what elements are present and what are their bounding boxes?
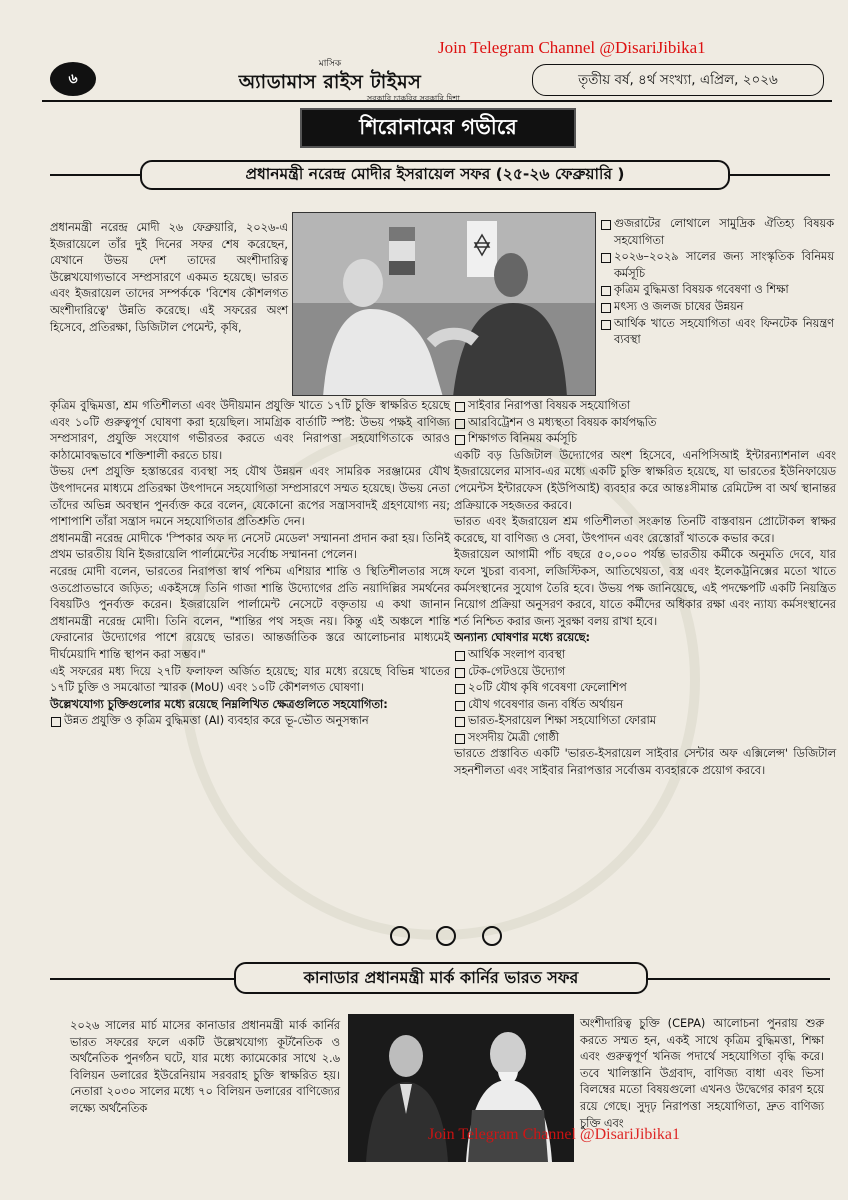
announcement-item: ভারত-ইসরায়েল শিক্ষা সহযোগিতা ফোরাম [454, 713, 836, 730]
article1-left-column [50, 398, 450, 730]
masthead [200, 56, 460, 106]
article1-right-column [454, 398, 836, 780]
issue-info: তৃতীয় বর্ষ, ৪র্থ সংখ্যা, এপ্রিল, ২০২৬ [532, 64, 824, 96]
article1-para1-cont: কৃত্রিম বুদ্ধিমত্তা, শ্রম গতিশীলতা এবং উদীয়মান প্রযুক্তি খাতে ১৭টি চুক্তি স্বাক্ষরিত হয়েছে এবং ১০টি গুরুত্বপূর্ণ ঘোষণা করা হয়েছিল। সামগ্রিক বার্তাটি স্পষ্ট: উভয় পক্ষই বাণিজ্য সম্প্রসারণ, প্রযুক্তি সংযোগ গভীরতর করতে এবং নিরাপত্তা সহযোগিতাকে আরও কাঠামোবদ্ধভাবে শক্তিশালী করতে চায়। [50, 399, 450, 462]
labour-protocol-para: ভারত এবং ইজরায়েল শ্রম গতিশীলতা সংক্রান্ত তিনটি বাস্তবায়ন প্রোটোকল স্বাক্ষর করেছে, যা বাণিজ্য ও সেবা, উৎপাদন এবং রেস্তোরাঁ খাতকে কভার করে। [454, 515, 836, 545]
section-title: শিরোনামের গভীরে [300, 108, 576, 148]
separator-circle-icon [436, 926, 456, 946]
announcement-item: সংসদীয় মৈত্রী গোষ্ঠী [454, 730, 836, 747]
separator-circle-icon [482, 926, 502, 946]
telegram-watermark-bottom: Join Telegram Channel @DisariJibika1 [428, 1126, 680, 1143]
page-number: ৬ [50, 62, 96, 96]
section-separator [390, 926, 502, 946]
agreements-heading: উল্লেখযোগ্য চুক্তিগুলোর মধ্যে রয়েছে নিম্নলিখিত ক্ষেত্রগুলিতে সহযোগিতা: [50, 697, 388, 711]
article1-para5: এই সফরের মধ্য দিয়ে ২৭টি ফলাফল অর্জিত হয়েছে; যার মধ্যে রয়েছে বিভিন্ন খাতের ১৭টি চুক্তি ও সমঝোতা স্মারক (MoU) এবং ১০টি কৌশলগত ঘোষণা। [50, 664, 450, 695]
agreements-list-top [600, 216, 834, 349]
cyber-centre-para: ভারতে প্রস্তাবিত একটি 'ভারত-ইসরায়েল সাইবার সেন্টার অফ এক্সিলেন্স' ডিজিটাল সহনশীলতা এবং সাইবার নিরাপত্তার সর্বোত্তম ব্যবহারকে প্রয়োগ করবে। [454, 747, 836, 778]
article2-right-text: অংশীদারিত্ব চুক্তি (CEPA) আলোচনা পুনরায় শুরু করতে সম্মত হন, একই সাথে কৃত্রিম বুদ্ধিমত্তা, শিক্ষা এবং গুরুত্বপূর্ণ খনিজ পদার্থে সহযোগিতা বৃদ্ধি করে। তবে খালিস্তানি উগ্রবাদ, বাণিজ্য বাধা এবং ভিসা বিলম্বের মতো বিষয়গুলো এখনও উদ্বেগের কারণ হয়ে রয়ে গেছে। সুদৃঢ় নিরাপত্তা সহযোগিতা, দ্রুত বাণিজ্য চুক্তি এবং [580, 1017, 824, 1130]
article1-intro: প্রধানমন্ত্রী নরেন্দ্র মোদী ২৬ ফেব্রুয়ারি, ২০২৬-এ ইজরায়েলে তাঁর দুই দিনের সফর শেষ করেছেন, যেখানে উভয় দেশ তাদের অংশীদারিত্ব উল্লেখযোগ্যভাবে সম্প্রসারণে একমত হয়েছে। ভারত এবং ইজরায়েল তাদের সম্পর্ককে 'বিশেষ কৌশলগত অংশীদারিত্বে' উন্নতি করেছে। এই সফরের অংশ হিসেবে, প্রতিরক্ষা, ডিজিটাল পেমেন্ট, কৃষি, [50, 221, 288, 334]
agreement-item: উন্নত প্রযুক্তি ও কৃত্রিম বুদ্ধিমত্তা (AI) ব্যবহার করে ভূ-ভৌত অনুসন্ধান [50, 713, 450, 730]
header-rule [42, 100, 832, 102]
agreement-item: আরবিট্রেশন ও মধ্যস্থতা বিষয়ক কার্যপদ্ধতি [454, 415, 836, 432]
agreement-item: সাইবার নিরাপত্তা বিষয়ক সহযোগিতা [454, 398, 836, 415]
article2-headline: কানাডার প্রধানমন্ত্রী মার্ক কার্নির ভারত সফর [234, 962, 648, 994]
agreement-item: ২০২৬–২০২৯ সালের জন্য সাংস্কৃতিক বিনিময় কর্মসূচি [600, 249, 834, 282]
article1-para3: প্রধানমন্ত্রী নরেন্দ্র মোদীকে 'স্পিকার অফ দ্য নেসেট মেডেল' সম্মাননা প্রদান করা হয়। তিনিই প্রথম ভারতীয় যিনি ইজরায়েলি পার্লামেন্টের সর্বোচ্চ সম্মাননা পেলেন। [50, 531, 450, 562]
masthead-tagline: সরকারি চাকরির সরকারি দিশা [366, 94, 460, 103]
masthead-title: অ্যাডামাস রাইস টাইমস [238, 71, 422, 93]
announcement-item: আর্থিক সংলাপ ব্যবস্থা [454, 647, 836, 664]
workers-para: ইজরায়েল আগামী পাঁচ বছরে ৫০,০০০ পর্যন্ত ভারতীয় কর্মীকে অনুমতি দেবে, যার ফলে খুচরা ব্যবসা, লজিস্টিকস, আতিথেয়তা, বস্ত্র এবং ইলেকট্রনিক্সের মতো খাতে কর্মসংস্থানের সুযোগ তৈরি হবে। উভয় পক্ষ জানিয়েছে, এই পদক্ষেপটি একটি নিয়ন্ত্রিত নিয়োগ প্রক্রিয়া অনুসরণ করবে, যাতে কর্মীদের অধিকার রক্ষা এবং ন্যায্য কর্মসংস্থানের শর্ত নিশ্চিত করার জন্য সুরক্ষা বলয় রাখা হবে। [454, 548, 836, 628]
separator-circle-icon [390, 926, 410, 946]
modi-netanyahu-photo [292, 212, 596, 396]
agreement-item: শিক্ষাগত বিনিময় কর্মসূচি [454, 431, 836, 448]
other-announcements-heading: অন্যান্য ঘোষণার মধ্যে রয়েছে: [454, 631, 591, 645]
agreement-item: মৎস্য ও জলজ চাষের উন্নয়ন [600, 299, 834, 316]
article1-headline: প্রধানমন্ত্রী নরেন্দ্র মোদীর ইসরায়েল সফর (২৫-২৬ ফেব্রুয়ারি ) [140, 160, 730, 190]
telegram-watermark-top: Join Telegram Channel @DisariJibika1 [438, 38, 706, 57]
announcement-item: ২০টি যৌথ কৃষি গবেষণা ফেলোশিপ [454, 680, 836, 697]
masthead-frequency: মাসিক [318, 59, 342, 69]
agreement-item: কৃত্রিম বুদ্ধিমত্তা বিষয়ক গবেষণা ও শিক্ষা [600, 282, 834, 299]
announcement-item: টেক-গেটওয়ে উদ্যোগ [454, 664, 836, 681]
article1-para4: নরেন্দ্র মোদী বলেন, ভারতের নিরাপত্তা স্বার্থ পশ্চিম এশিয়ার শান্তি ও স্থিতিশীলতার সঙ্গে ওতপ্রোতভাবে জড়িত; একইসঙ্গে তিনি গাজা শান্তি উদ্যোগের প্রতি নয়াদিল্লির সমর্থনের বিষয়টিও পুনর্ব্যক্ত করেন। ইজরায়েলি পার্লামেন্ট নেসেটে বক্তৃতায় এ কথা জানান প্রধানমন্ত্রী নরেন্দ্র মোদী। তিনি বলেন, "শান্তির পথ সহজ নয়। কিন্তু এই অঞ্চলে শান্তি ফেরানোর উদ্যোগের পাশে রয়েছে ভারত। আন্তর্জাতিক স্তরে আলোচনার মাধ্যমেই দীর্ঘমেয়াদি শান্তি স্থাপন করা সম্ভব।" [50, 564, 450, 661]
article2-left-text: ২০২৬ সালের মার্চ মাসের কানাডার প্রধানমন্ত্রী মার্ক কার্নির ভারত সফরের ফলে একটি উল্লেখযোগ্য কূটনৈতিক ও অর্থনৈতিক পুনর্গঠন ঘটে, যার মধ্যে ক্যামেকোর সাথে ২.৬ বিলিয়ন ডলারের ইউরেনিয়াম সরবরাহ চুক্তি স্বাক্ষরিত হয়। নেতারা ২০৩০ সালের মধ্যে ৭০ বিলিয়ন ডলারের বাণিজ্যের লক্ষ্যে অর্থনৈতিক [70, 1019, 340, 1115]
announcement-item: যৌথ গবেষণার জন্য বর্ধিত অর্থায়ন [454, 697, 836, 714]
digital-payment-para: একটি বড় ডিজিটাল উদ্যোগের অংশ হিসেবে, এনপিসিআই ইন্টারন্যাশনাল এবং ইজরায়েলের মাসাব-এর মধ্যে একটি চুক্তি স্বাক্ষরিত হয়েছে, যা ভারতের ইউনিফায়েড পেমেন্টস ইন্টারফেস (ইউপিআই) ব্যবহার করে আন্তঃসীমান্ত রেমিটেন্স বা অর্থ স্থানান্তর প্রক্রিয়াকে সহজতর করবে। [454, 448, 836, 512]
agreement-item: আর্থিক খাতে সহযোগিতা এবং ফিনটেক নিয়ন্ত্রণ ব্যবস্থা [600, 316, 834, 349]
article1-para2: উভয় দেশ প্রযুক্তি হস্তান্তরের ব্যবস্থা সহ যৌথ উন্নয়ন এবং সামরিক সরঞ্জামের যৌথ উৎপাদনের মাধ্যমে প্রতিরক্ষা উৎপাদনে সহযোগিতা সম্প্রসারণে সম্মত হয়েছে। উভয় নেতা তাঁদের অভিন্ন অবস্থান পুনর্ব্যক্ত করে বলেন, যেকোনো রূপের সন্ত্রাসবাদই গ্রহণযোগ্য নয়; পাশাপাশি তাঁরা সন্ত্রাস দমনে সহযোগিতার প্রতিশ্রুতি দেন। [50, 465, 450, 529]
agreement-item: গুজরাটের লোথালে সামুদ্রিক ঐতিহ্য বিষয়ক সহযোগিতা [600, 216, 834, 249]
